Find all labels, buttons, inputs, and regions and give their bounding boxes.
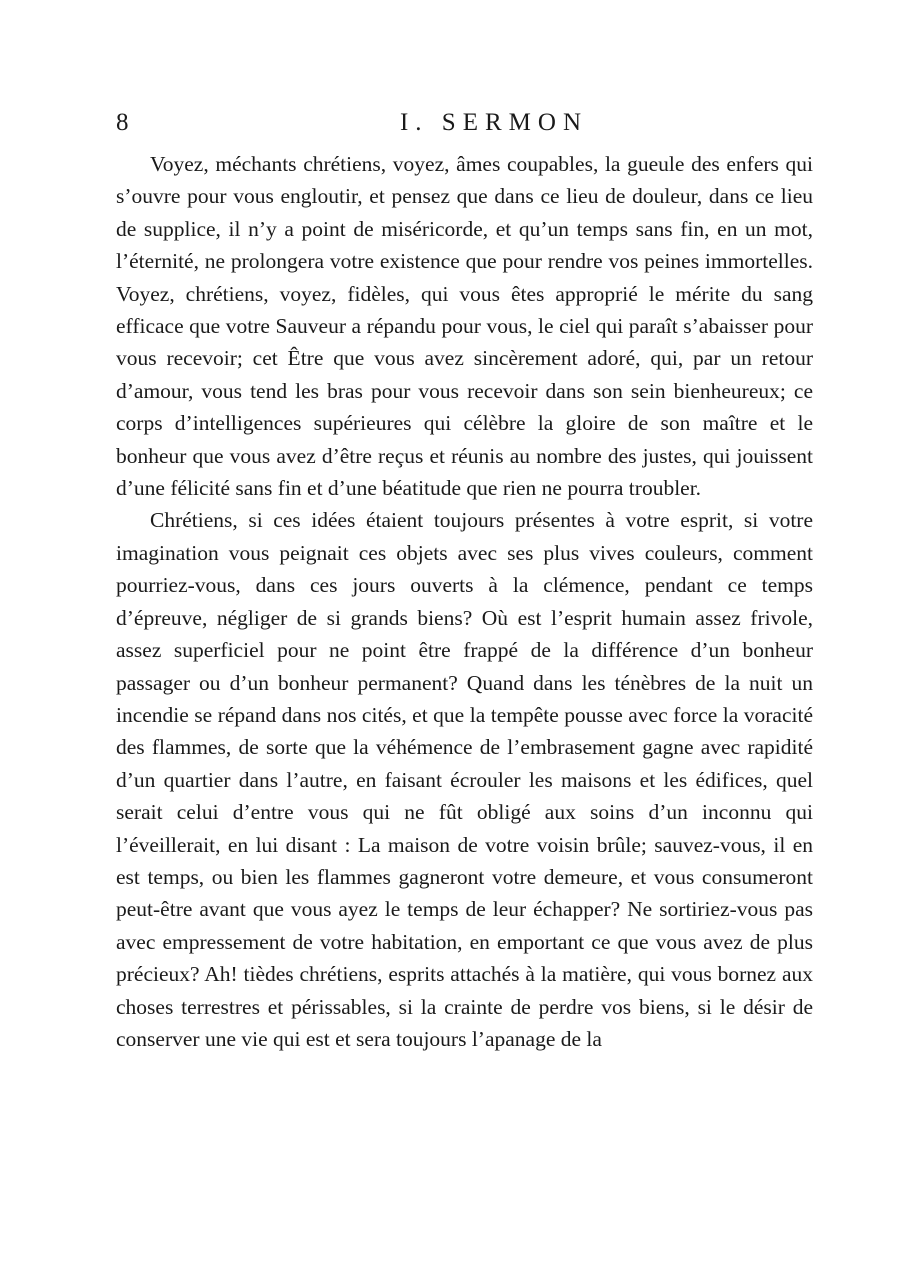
running-head bbox=[116, 106, 812, 140]
page-number: 8 bbox=[116, 109, 129, 136]
paragraph: Chrétiens, si ces idées étaient toujours présentes à votre esprit, si votre imagination vous peignait ces objets avec ses plus vives couleurs, comment pourriez-vous, dans ces jours ouverts à la clémence, pendant ce temps d’épreuve, négliger de si grands biens? Où est l’esprit humain assez frivole, assez superficiel pour ne point être frappé de la différence d’un bonheur passager ou d’un bonheur permanent? Quand dans les ténèbres de la nuit un incendie se répand dans nos cités, et que la tempête pousse avec force la voracité des flammes, de sorte que la véhémence de l’embrasement gagne avec rapidité d’un quartier dans l’autre, en faisant écrouler les maisons et les édifices, quel serait celui d’entre vous qui ne fût obligé aux soins d’un inconnu qui l’éveillerait, en lui disant : La maison de votre voisin brûle; sauvez-vous, il en est temps, ou bien les flammes gagneront votre demeure, et vous consumeront peut-être avant que vous ayez le temps de leur échapper? Ne sortiriez-vous pas avec empressement de votre habitation, en emportant ce que vous avez de plus précieux? Ah! tièdes chrétiens, esprits attachés à la matière, qui vous bornez aux choses terrestres et périssables, si la crainte de perdre vos biens, si le désir de conserver une vie qui est et sera toujours l’apanage de la bbox=[116, 508, 813, 1051]
body-text bbox=[116, 148, 813, 1055]
running-title: I. SERMON bbox=[399, 109, 588, 136]
paragraph: Voyez, méchants chrétiens, voyez, âmes coupables, la gueule des enfers qui s’ouvre pour vous engloutir, et pensez que dans ce lieu de douleur, dans ce lieu de supplice, il n’y a point de miséricorde, et qu’un temps sans fin, en un mot, l’éternité, ne prolongera votre existence que pour rendre vos peines immortelles. Voyez, chrétiens, voyez, fidèles, qui vous êtes approprié le mérite du sang efficace que votre Sauveur a répandu pour vous, le ciel qui paraît s’abaisser pour vous recevoir; cet Être que vous avez sincèrement adoré, qui, par un retour d’amour, vous tend les bras pour vous recevoir dans son sein bienheureux; ce corps d’intelligences supérieures qui célèbre la gloire de son maître et le bonheur que vous avez d’être reçus et réunis au nombre des justes, qui jouissent d’une félicité sans fin et d’une béatitude que rien ne pourra troubler. bbox=[116, 152, 813, 501]
